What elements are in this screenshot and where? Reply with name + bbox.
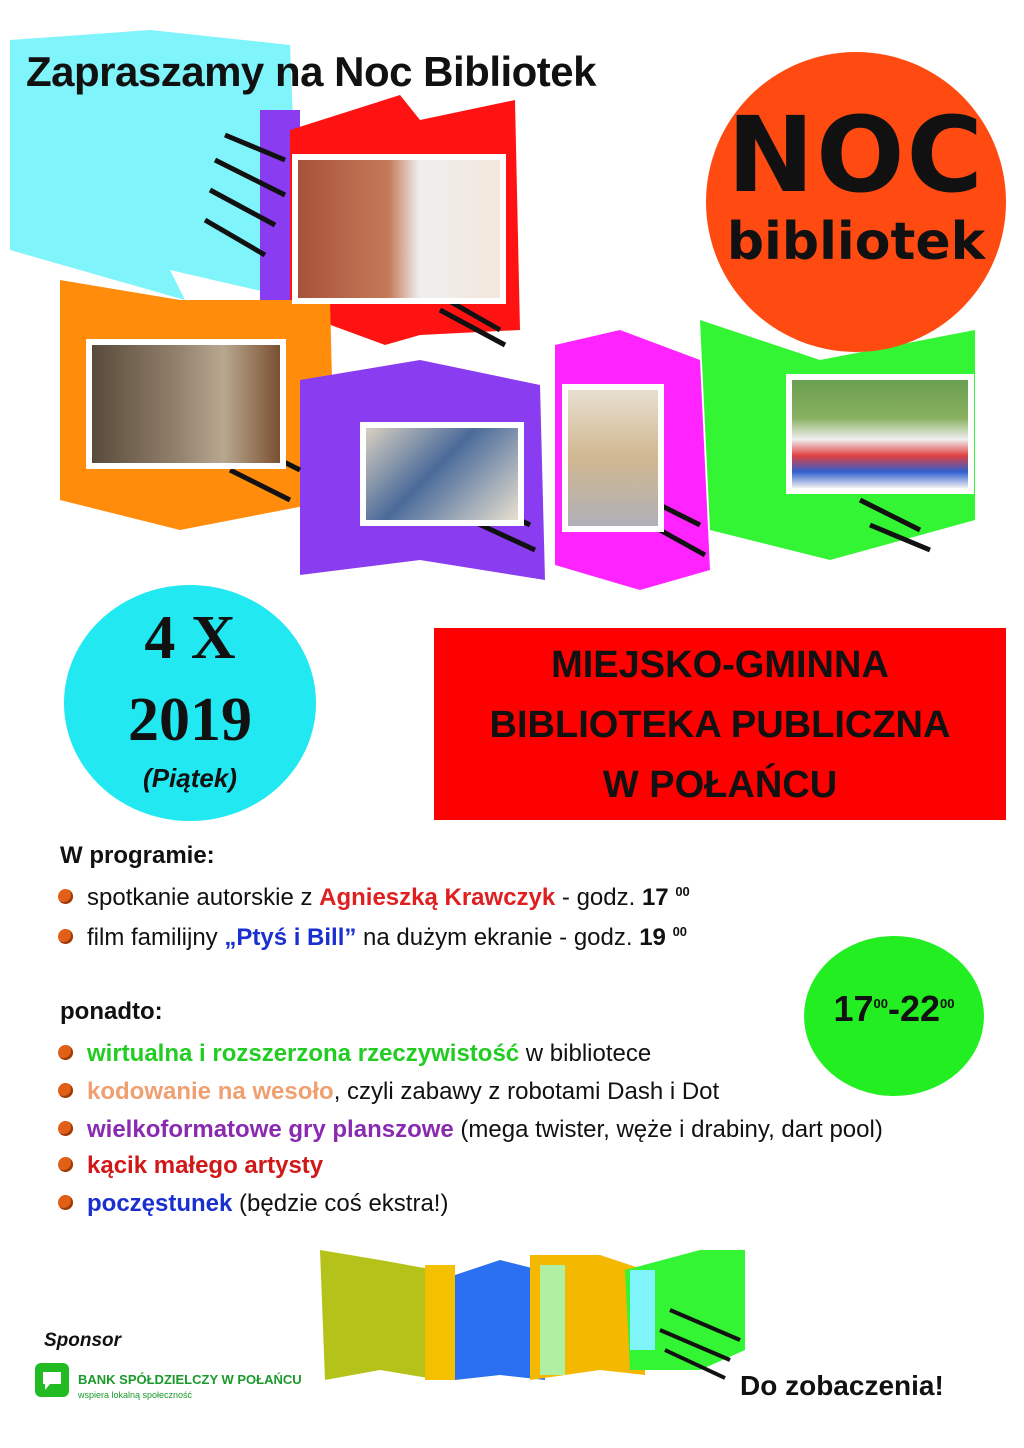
bank-name: BANK SPÓŁDZIELCZY W POŁAŃCU bbox=[78, 1372, 302, 1387]
extras-item: kącik małego artysty bbox=[58, 1152, 323, 1180]
page-headline: Zapraszamy na Noc Bibliotek bbox=[26, 48, 597, 95]
date-year: 2019 bbox=[128, 686, 252, 754]
extras-item: wielkoformatowe gry planszowe (mega twister, węże i drabiny, dart pool) bbox=[58, 1116, 883, 1144]
date-weekday: (Piątek) bbox=[143, 763, 237, 793]
program-item: film familijny „Ptyś i Bill” na dużym ekranie - godz. 19 $^{00}$ bbox=[58, 924, 687, 952]
bullet-icon bbox=[58, 889, 73, 904]
bank-logo bbox=[34, 1360, 334, 1410]
bullet-icon bbox=[58, 1157, 73, 1172]
decorative-books-bottom bbox=[300, 1240, 760, 1390]
library-name-banner bbox=[434, 628, 1006, 820]
child-robot-photo bbox=[568, 390, 658, 526]
author-photo bbox=[298, 160, 500, 298]
date-badge bbox=[64, 585, 316, 821]
extras-item: wirtualna i rozszerzona rzeczywistość w bibliotece bbox=[58, 1040, 651, 1068]
extras-item: kodowanie na wesoło, czyli zabawy z robotami Dash i Dot bbox=[58, 1078, 719, 1106]
hours-text: $17^{00}-22^{00}$ bbox=[833, 988, 955, 1029]
bullet-icon bbox=[58, 1045, 73, 1060]
hours-badge bbox=[804, 936, 984, 1096]
bullet-icon bbox=[58, 929, 73, 944]
library-line-3: W POŁAŃCU bbox=[602, 764, 838, 806]
film-title: „Ptyś i Bill” bbox=[224, 924, 357, 951]
film-photo bbox=[92, 345, 280, 463]
library-line-1: MIEJSKO-GMINNA bbox=[551, 644, 889, 686]
author-name: Agnieszką Krawczyk bbox=[319, 884, 556, 911]
bullet-icon bbox=[58, 1121, 73, 1136]
bullet-icon bbox=[58, 1083, 73, 1098]
twister-photo bbox=[792, 380, 968, 488]
program-title: W programie: bbox=[60, 842, 215, 869]
program-item: spotkanie autorskie z Agnieszką Krawczyk - godz. 17 $^{00}$ bbox=[58, 884, 690, 912]
closing-text: Do zobaczenia! bbox=[740, 1370, 944, 1401]
extras-item: poczęstunek (będzie coś ekstra!) bbox=[58, 1190, 448, 1218]
bullet-icon bbox=[58, 1195, 73, 1210]
noc-bibliotek-logo bbox=[706, 52, 1006, 352]
library-line-2: BIBLIOTEKA PUBLICZNA bbox=[489, 704, 951, 746]
bank-logo-icon bbox=[34, 1362, 72, 1402]
sponsor-label: Sponsor bbox=[44, 1330, 122, 1351]
logo-subword: bibliotek bbox=[726, 212, 986, 272]
logo-word: NOC bbox=[727, 94, 985, 216]
bank-tagline: wspiera lokalną społeczność bbox=[78, 1390, 193, 1400]
coffee-photo bbox=[366, 428, 518, 520]
extras-title: ponadto: bbox=[60, 998, 163, 1025]
date-day-month: 4 X bbox=[144, 604, 236, 672]
